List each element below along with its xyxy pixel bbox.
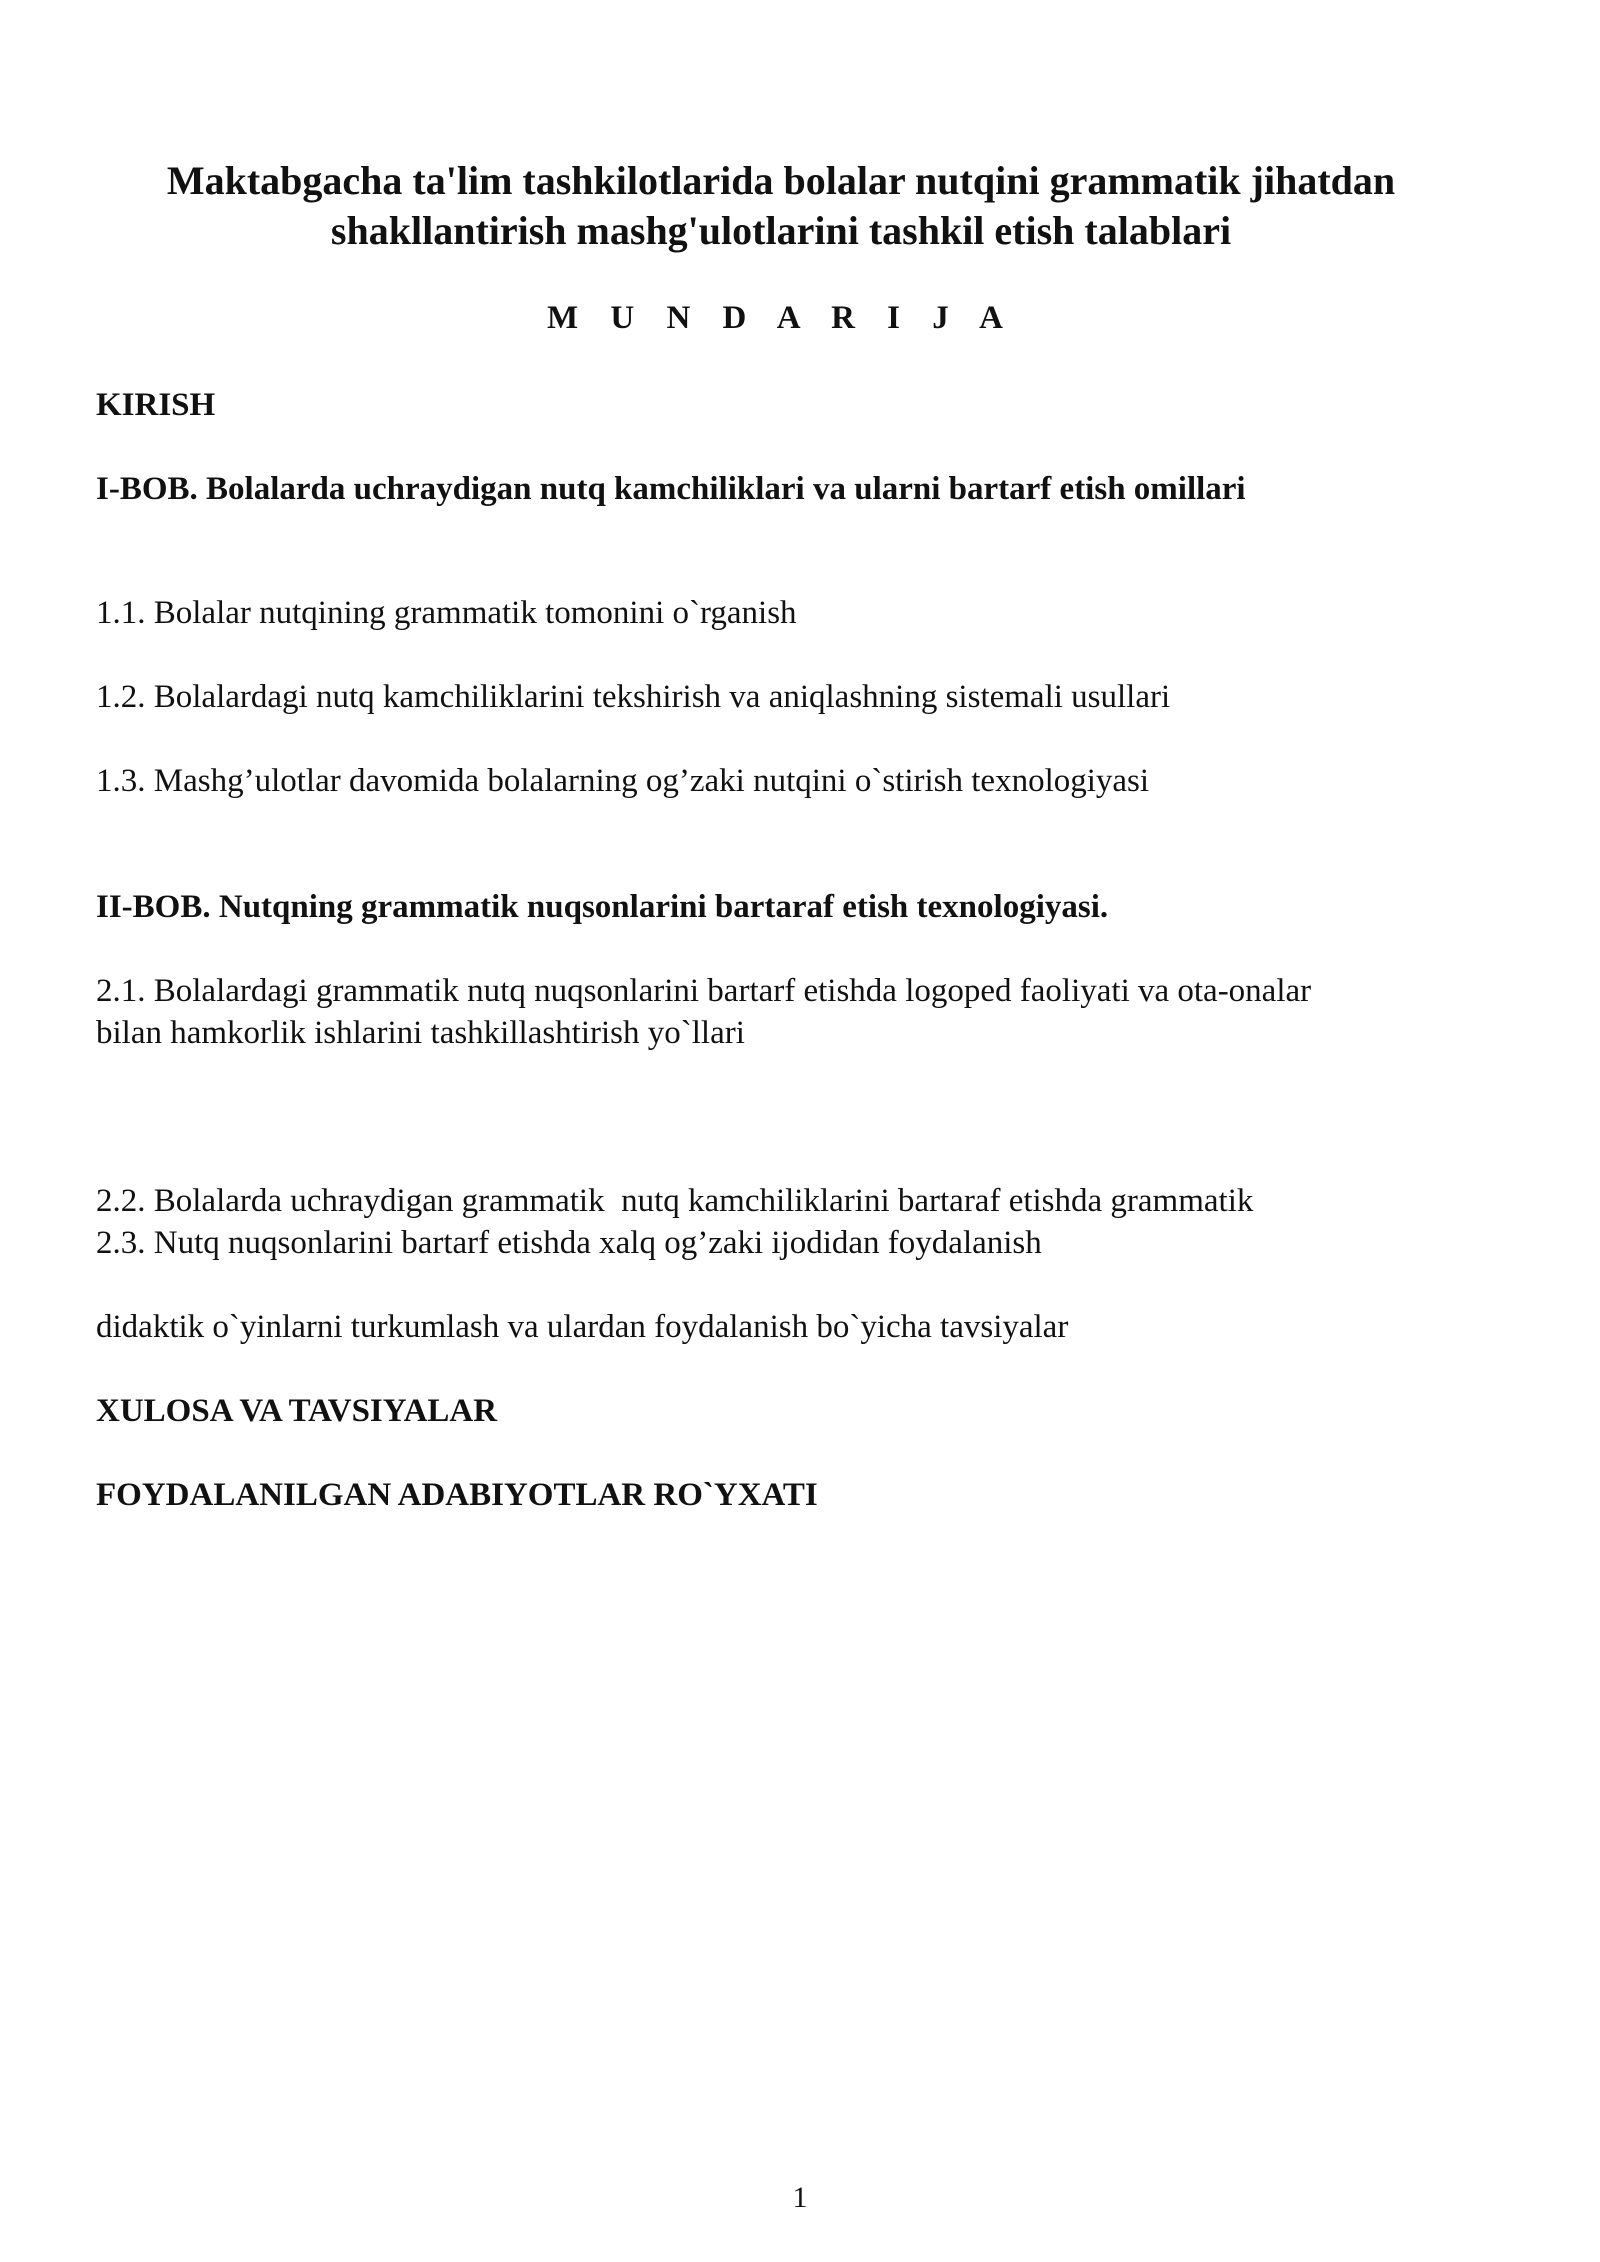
toc-section-2-1-line-2: bilan hamkorlik ishlarini tashkillashtirish yo`llari (96, 1015, 745, 1051)
toc-section-2-2-line-2: didaktik o`yinlarni turkumlash va ulardan foydalanish bo`yicha tavsiyalar (96, 1309, 1069, 1345)
toc-section-1-2: 1.2. Bolalardagi nutq kamchiliklarini tekshirish va aniqlashning sistemali usullari (96, 679, 1171, 715)
page-number: 1 (792, 2181, 808, 2214)
toc-chapter-1: I-BOB. Bolalarda uchraydigan nutq kamchiliklari va ularni bartarf etish omillari (96, 471, 1246, 507)
toc-section-1-3: 1.3. Mashg’ulotlar davomida bolalarning og’zaki nutqini o`stirish texnologiyasi (96, 763, 1150, 799)
toc-section-2-1-line-1: 2.1. Bolalardagi grammatik nutq nuqsonlarini bartarf etishda logoped faoliyati va ota-onalar (96, 973, 1312, 1009)
toc-section-2-2-line-1: 2.2. Bolalarda uchraydigan grammatik nutq kamchiliklarini bartaraf etishda grammatik (96, 1183, 1254, 1219)
toc-heading: M U N D A R I J A (546, 300, 1016, 336)
page-title (96, 156, 1466, 256)
toc-intro: KIRISH (96, 387, 216, 423)
toc-conclusion: XULOSA VA TAVSIYALAR (96, 1393, 498, 1429)
title-line-1: Maktabgacha ta'lim tashkilotlarida bolalar nutqini grammatik jihatdan (166, 158, 1396, 203)
toc-section-2-1 (96, 970, 1496, 1054)
toc-references: FOYDALANILGAN ADABIYOTLAR RO`YXATI (96, 1477, 818, 1513)
toc-chapter-2: II-BOB. Nutqning grammatik nuqsonlarini bartaraf etish texnologiyasi. (96, 889, 1109, 925)
toc-section-1-1: 1.1. Bolalar nutqining grammatik tomonini o`rganish (96, 595, 797, 631)
toc-section-2-3: 2.3. Nutq nuqsonlarini bartarf etishda xalq og’zaki ijodidan foydalanish (96, 1225, 1042, 1261)
title-line-2: shakllantirish mashg'ulotlarini tashkil etish talablari (330, 208, 1232, 253)
